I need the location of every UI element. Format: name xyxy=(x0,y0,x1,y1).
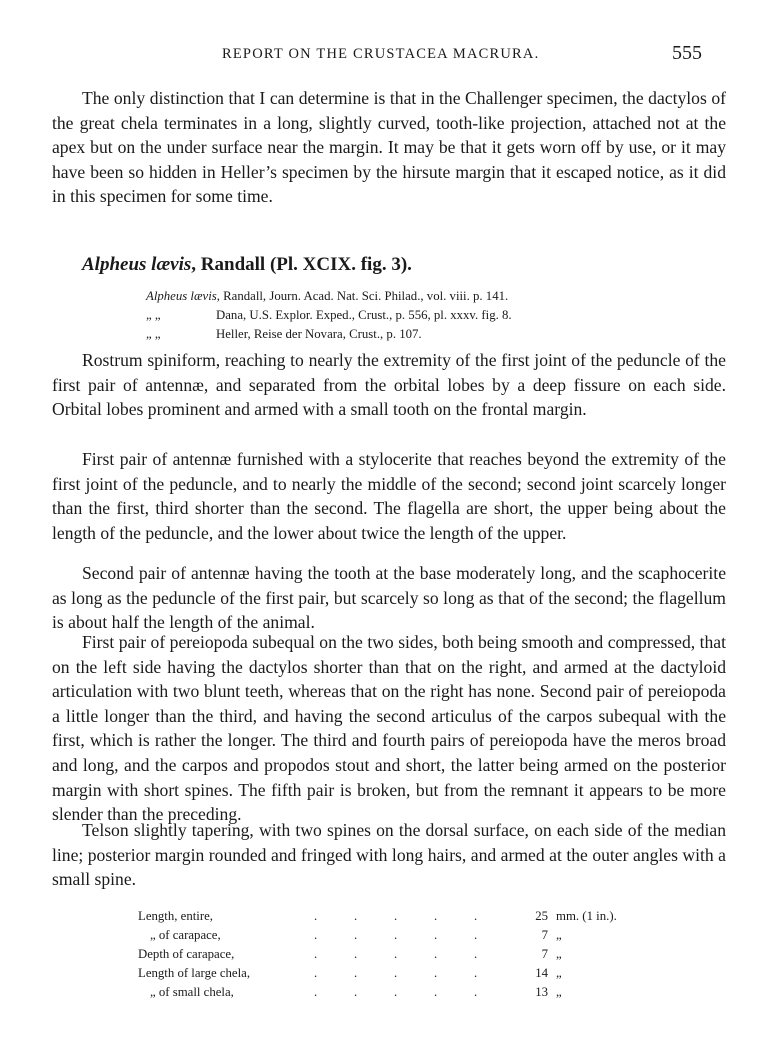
synonym-reference: Dana, U.S. Explor. Exped., Crust., p. 556, pl. xxxv. fig. 8. xyxy=(216,308,512,322)
measurement-row xyxy=(138,983,676,1002)
ditto-marks: „ „ xyxy=(146,308,161,322)
synonym-reference: Heller, Reise der Novara, Crust., p. 107. xyxy=(216,327,422,341)
measurement-value: 7 xyxy=(541,947,548,961)
running-head xyxy=(0,42,776,66)
measurement-row xyxy=(138,964,676,983)
page-number: 555 xyxy=(672,42,702,64)
measurements-table xyxy=(138,907,676,1002)
synonymy-entry xyxy=(146,306,512,325)
paragraph-pereiopoda: First pair of pereiopoda subequal on the two sides, both being smooth and compressed, that on the left side having the dactylos shorter than that on the right, and armed at the dactyloid articulation with two blunt teeth, whereas that on the right has none. Second pair of pereiopoda a little longer than the third, and having the second articulus of the carpos subequal with the first, which is rather the longer. The third and fourth pairs of pereiopoda have the meros broad and long, and the carpos and propodos stout and short, the latter being armed on the posterior margin with short spines. The fifth pair is broken, but from the remnant it appears to be more slender than the preceding. xyxy=(52,632,726,825)
measurement-row xyxy=(138,945,676,964)
paragraph-rostrum: Rostrum spiniform, reaching to nearly the extremity of the first joint of the peduncle of the first pair of antennæ, and separated from the orbital lobes by a deep fissure on each side. Orbital lobes prominent and armed with a small tooth on the frontal margin. xyxy=(52,350,726,420)
measurement-value: 25 xyxy=(535,909,548,923)
synonym-reference: , Randall, Journ. Acad. Nat. Sci. Philad., vol. viii. p. 141. xyxy=(216,289,509,303)
paragraph-telson: Telson slightly tapering, with two spines on the dorsal surface, on each side of the median line; posterior margin rounded and fringed with long hairs, and armed at the outer angles with a small spine. xyxy=(52,820,726,890)
synonymy-entry xyxy=(146,325,512,344)
species-name: Alpheus lævis xyxy=(82,254,192,275)
dot-leader: . . . . . xyxy=(314,909,478,923)
synonymy-list xyxy=(146,287,512,344)
measurement-row xyxy=(138,907,676,926)
dot-leader: . . . . . xyxy=(314,966,478,980)
dot-leader: . . . . . xyxy=(314,928,478,942)
measurement-value: 7 xyxy=(541,928,548,942)
paragraph-first-antennae: First pair of antennæ furnished with a stylocerite that reaches beyond the extremity of the first joint of the peduncle, and to nearly the middle of the second; second joint scarcely longer than the first, third shorter than the second. The flagella are short, the upper being about the length of the peduncle, and the lower about twice the length of the upper. xyxy=(52,449,726,543)
measurement-unit: „ xyxy=(556,985,562,999)
measurement-label: Length of large chela, xyxy=(138,966,251,980)
ditto-marks: „ „ xyxy=(146,327,161,341)
measurement-unit: „ xyxy=(556,947,562,961)
dot-leader: . . . . . xyxy=(314,947,478,961)
measurement-label: Depth of carapace, xyxy=(138,947,235,961)
measurement-unit: „ xyxy=(556,928,562,942)
measurement-label: „ of carapace, xyxy=(150,928,221,942)
measurement-value: 14 xyxy=(535,966,548,980)
measurement-value: 13 xyxy=(535,985,548,999)
paragraph-intro: The only distinction that I can determine is that in the Challenger specimen, the dactylos of the great chela terminates in a long, slightly curved, tooth-like projection, attached not at the apex but on the under surface near the margin. It may be that it gets worn off by use, or it may have been so hidden in Heller’s specimen by the hirsute margin that it escaped notice, as it did in this specimen for some time. xyxy=(52,88,726,207)
synonymy-entry xyxy=(146,287,512,306)
paragraph-second-antennae: Second pair of antennæ having the tooth at the base moderately long, and the scaphocerite as long as the peduncle of the first pair, but scarcely so long as that of the second; the flagellum is about half the length of the animal. xyxy=(52,563,726,633)
synonym-name: Alpheus lævis xyxy=(146,289,217,303)
dot-leader: . . . . . xyxy=(314,985,478,999)
species-heading xyxy=(82,254,412,276)
measurement-label: „ of small chela, xyxy=(150,985,234,999)
measurement-row xyxy=(138,926,676,945)
running-title: REPORT ON THE CRUSTACEA MACRURA. xyxy=(222,46,540,62)
species-authority: , Randall (Pl. XCIX. fig. 3). xyxy=(191,254,412,275)
measurement-unit: „ xyxy=(556,966,562,980)
measurement-unit: mm. (1 in.). xyxy=(556,909,617,923)
measurement-label: Length, entire, xyxy=(138,909,213,923)
